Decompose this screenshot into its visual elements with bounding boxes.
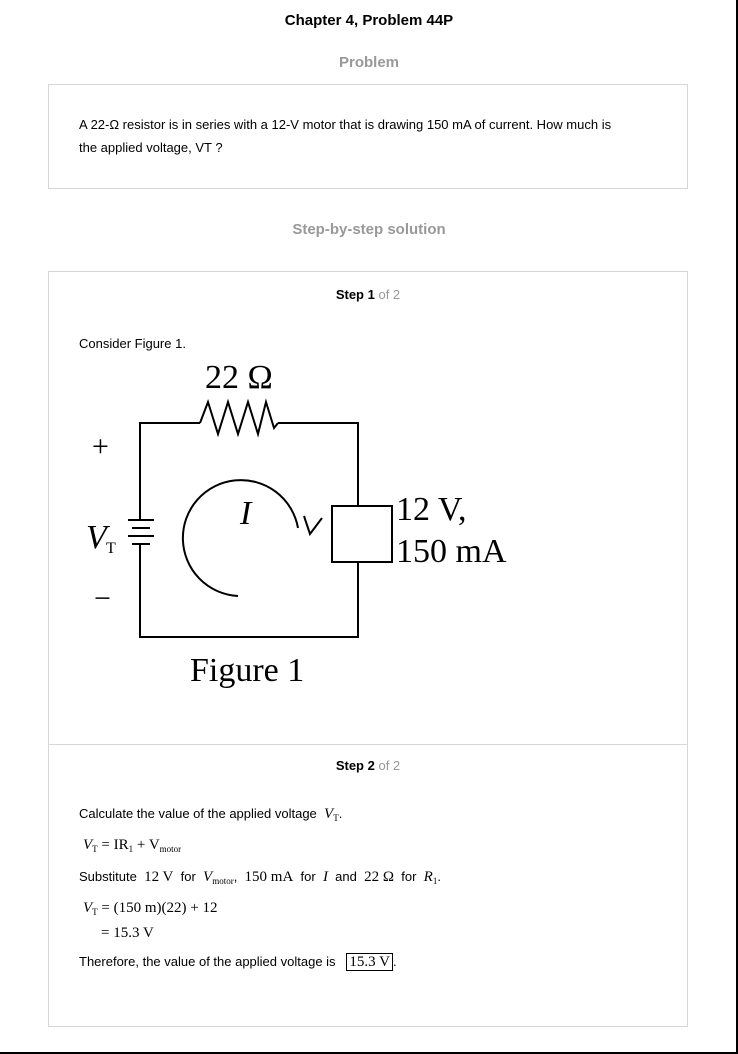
current-label: I (240, 495, 252, 532)
formula-line (83, 837, 181, 854)
problem-text-line-2: the applied voltage, VT ? (79, 140, 223, 155)
plus-sign: + (92, 430, 109, 463)
substitute-v1: 12 V (144, 869, 174, 885)
equation-rhs: = (150 m)(22) + 12 (101, 900, 218, 916)
answer-box: 15.3 V (346, 953, 393, 971)
source-subscript: T (106, 540, 116, 557)
substitute-var2: I (322, 869, 328, 885)
substitute-for1: for (180, 869, 196, 884)
problem-text-line-1: A 22-Ω resistor is in series with a 12-V motor that is drawing 150 mA of current. How much is (79, 117, 612, 132)
step-1-label: Step 1 (335, 287, 375, 302)
formula-lhs-sub: T (92, 844, 98, 854)
calc-var-sub: T (333, 813, 339, 823)
substitute-sep: , (233, 869, 238, 884)
substitute-for2: for (300, 869, 316, 884)
step-2-count: of 2 (378, 758, 401, 773)
source-label: V (86, 519, 107, 556)
resistor-label: 22 Ω (205, 359, 273, 396)
problem-heading: Problem (338, 54, 399, 71)
solution-heading: Step-by-step solution (292, 221, 446, 238)
step-divider (49, 744, 687, 745)
formula-rhs-a-sub: 1 (128, 844, 134, 854)
substitute-v2: 150 mA (244, 869, 294, 885)
wire-top-right (278, 423, 358, 506)
calc-var: V (324, 806, 334, 822)
formula-lhs: V (83, 837, 93, 853)
substitute-word: Substitute (79, 869, 137, 884)
substitute-var1-sub: motor (212, 876, 234, 886)
equation-lhs-sub: T (92, 907, 98, 917)
calc-text: Calculate the value of the applied voltage (79, 806, 317, 821)
substitute-var3-sub: 1 (432, 876, 438, 886)
problem-box (48, 84, 688, 189)
conclusion-line: Therefore, the value of the applied voltage is 15.3 V . (79, 954, 397, 970)
step-1-intro: Consider Figure 1. (79, 336, 186, 351)
motor-label-line-2: 150 mA (396, 533, 507, 570)
page-title: Chapter 4, Problem 44P (284, 12, 454, 29)
wire-bottom (140, 548, 358, 637)
step-2-heading (49, 758, 687, 773)
problem-text (79, 113, 669, 159)
circuit-diagram (78, 356, 538, 692)
step-1-heading (49, 287, 687, 302)
step-2-label: Step 2 (335, 758, 375, 773)
formula-rhs-b: + V (136, 837, 160, 853)
formula-rhs-a: = IR (101, 837, 129, 853)
current-arrowhead (304, 516, 322, 534)
substitute-for3: for (401, 869, 417, 884)
wire-top-left (140, 423, 200, 496)
substitute-var1: V (203, 869, 213, 885)
motor-box (332, 506, 392, 562)
equation-lhs: V (83, 900, 93, 916)
minus-sign: − (94, 582, 111, 615)
equation-line-1 (83, 900, 218, 917)
equation-line-2: = 15.3 V (101, 925, 154, 941)
calc-line: Calculate the value of the applied voltage $V_T$. (79, 806, 343, 823)
step-1-count: of 2 (378, 287, 401, 302)
formula-rhs-b-sub: motor (159, 844, 182, 854)
substitute-and: and (335, 869, 357, 884)
substitute-var3: R (423, 869, 433, 885)
substitute-line: Substitute 12 V for $V_{motor}$, 150 mA for I and 22 Ω for $R_1$. (79, 869, 441, 886)
conclusion-text: Therefore, the value of the applied voltage is (79, 954, 336, 969)
substitute-v3: 22 Ω (364, 869, 395, 885)
resistor (200, 402, 278, 434)
motor-label-line-1: 12 V, (396, 491, 467, 528)
figure-caption: Figure 1 (190, 652, 305, 689)
